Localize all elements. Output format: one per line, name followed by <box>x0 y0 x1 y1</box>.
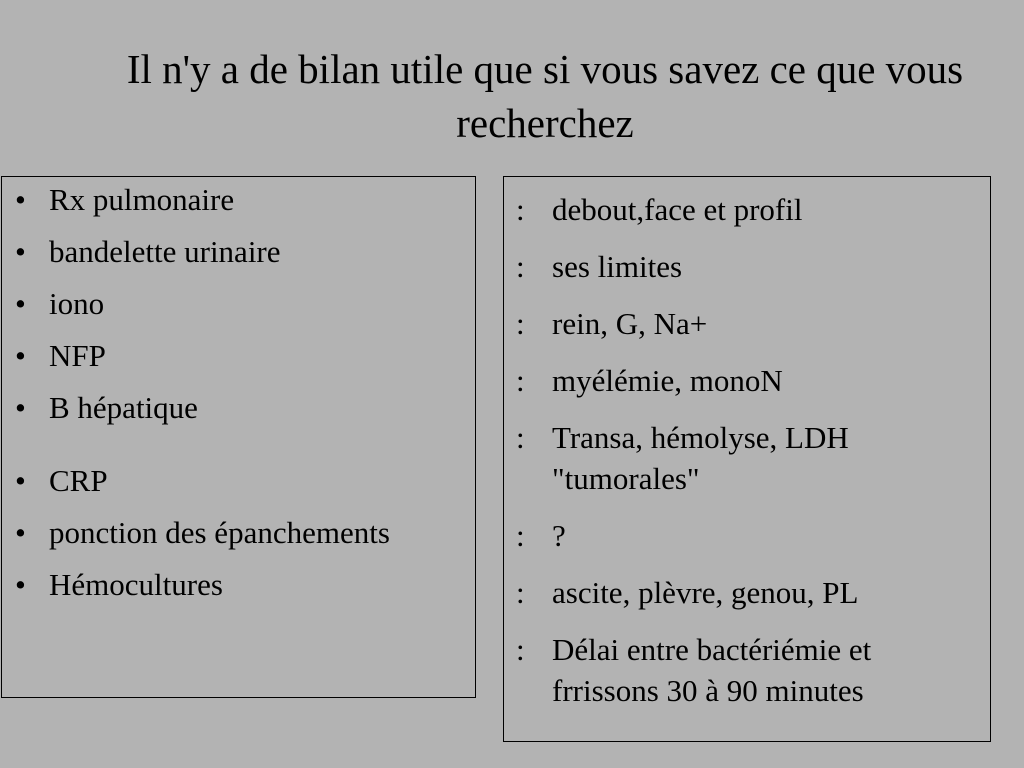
colon-marker: : <box>516 420 525 455</box>
note-item <box>504 515 990 556</box>
list-item-text: ponction des épanchements <box>49 515 390 550</box>
list-item <box>2 234 475 270</box>
list-item-text: B hépatique <box>49 390 198 425</box>
exam-list <box>2 182 475 619</box>
list-item <box>2 338 475 374</box>
bullet-icon: • <box>15 338 26 373</box>
note-item <box>504 246 990 287</box>
bullet-icon: • <box>15 515 26 550</box>
exam-list-box <box>1 176 476 698</box>
note-item-text: rein, G, Na+ <box>552 306 708 341</box>
list-item-text: NFP <box>49 338 106 373</box>
note-item-text: Transa, hémolyse, LDH "tumorales" <box>552 420 849 496</box>
colon-marker: : <box>516 306 525 341</box>
exam-notes-list <box>504 189 990 727</box>
colon-marker: : <box>516 363 525 398</box>
list-item <box>2 567 475 603</box>
list-item-text: Rx pulmonaire <box>49 182 235 217</box>
note-item <box>504 360 990 401</box>
note-item-text: myélémie, monoN <box>552 363 783 398</box>
bullet-icon: • <box>15 463 26 498</box>
note-item <box>504 417 990 499</box>
note-item-text: ? <box>552 518 566 553</box>
exam-notes-box <box>503 176 991 742</box>
bullet-icon: • <box>15 182 26 217</box>
list-item <box>2 286 475 322</box>
colon-marker: : <box>516 632 525 667</box>
note-item <box>504 572 990 613</box>
list-item <box>2 515 475 551</box>
note-item-text: ascite, plèvre, genou, PL <box>552 575 859 610</box>
colon-marker: : <box>516 192 525 227</box>
list-item-text: bandelette urinaire <box>49 234 281 269</box>
colon-marker: : <box>516 518 525 553</box>
note-item <box>504 303 990 344</box>
bullet-icon: • <box>15 234 26 269</box>
note-item-text: debout,face et profil <box>552 192 803 227</box>
colon-marker: : <box>516 575 525 610</box>
colon-marker: : <box>516 249 525 284</box>
note-item <box>504 629 990 711</box>
list-item <box>2 390 475 426</box>
bullet-icon: • <box>15 390 26 425</box>
list-item-text: Hémocultures <box>49 567 223 602</box>
note-item <box>504 189 990 230</box>
note-item-text: Délai entre bactériémie et frrissons 30 à 90 minutes <box>552 632 872 708</box>
list-item <box>2 463 475 499</box>
slide-title: Il n'y a de bilan utile que si vous savez ce que vous recherchez <box>126 46 964 146</box>
list-item <box>2 182 475 218</box>
list-item-text: CRP <box>49 463 108 498</box>
note-item-text: ses limites <box>552 249 683 284</box>
bullet-icon: • <box>15 567 26 602</box>
list-item-text: iono <box>49 286 105 321</box>
bullet-icon: • <box>15 286 26 321</box>
